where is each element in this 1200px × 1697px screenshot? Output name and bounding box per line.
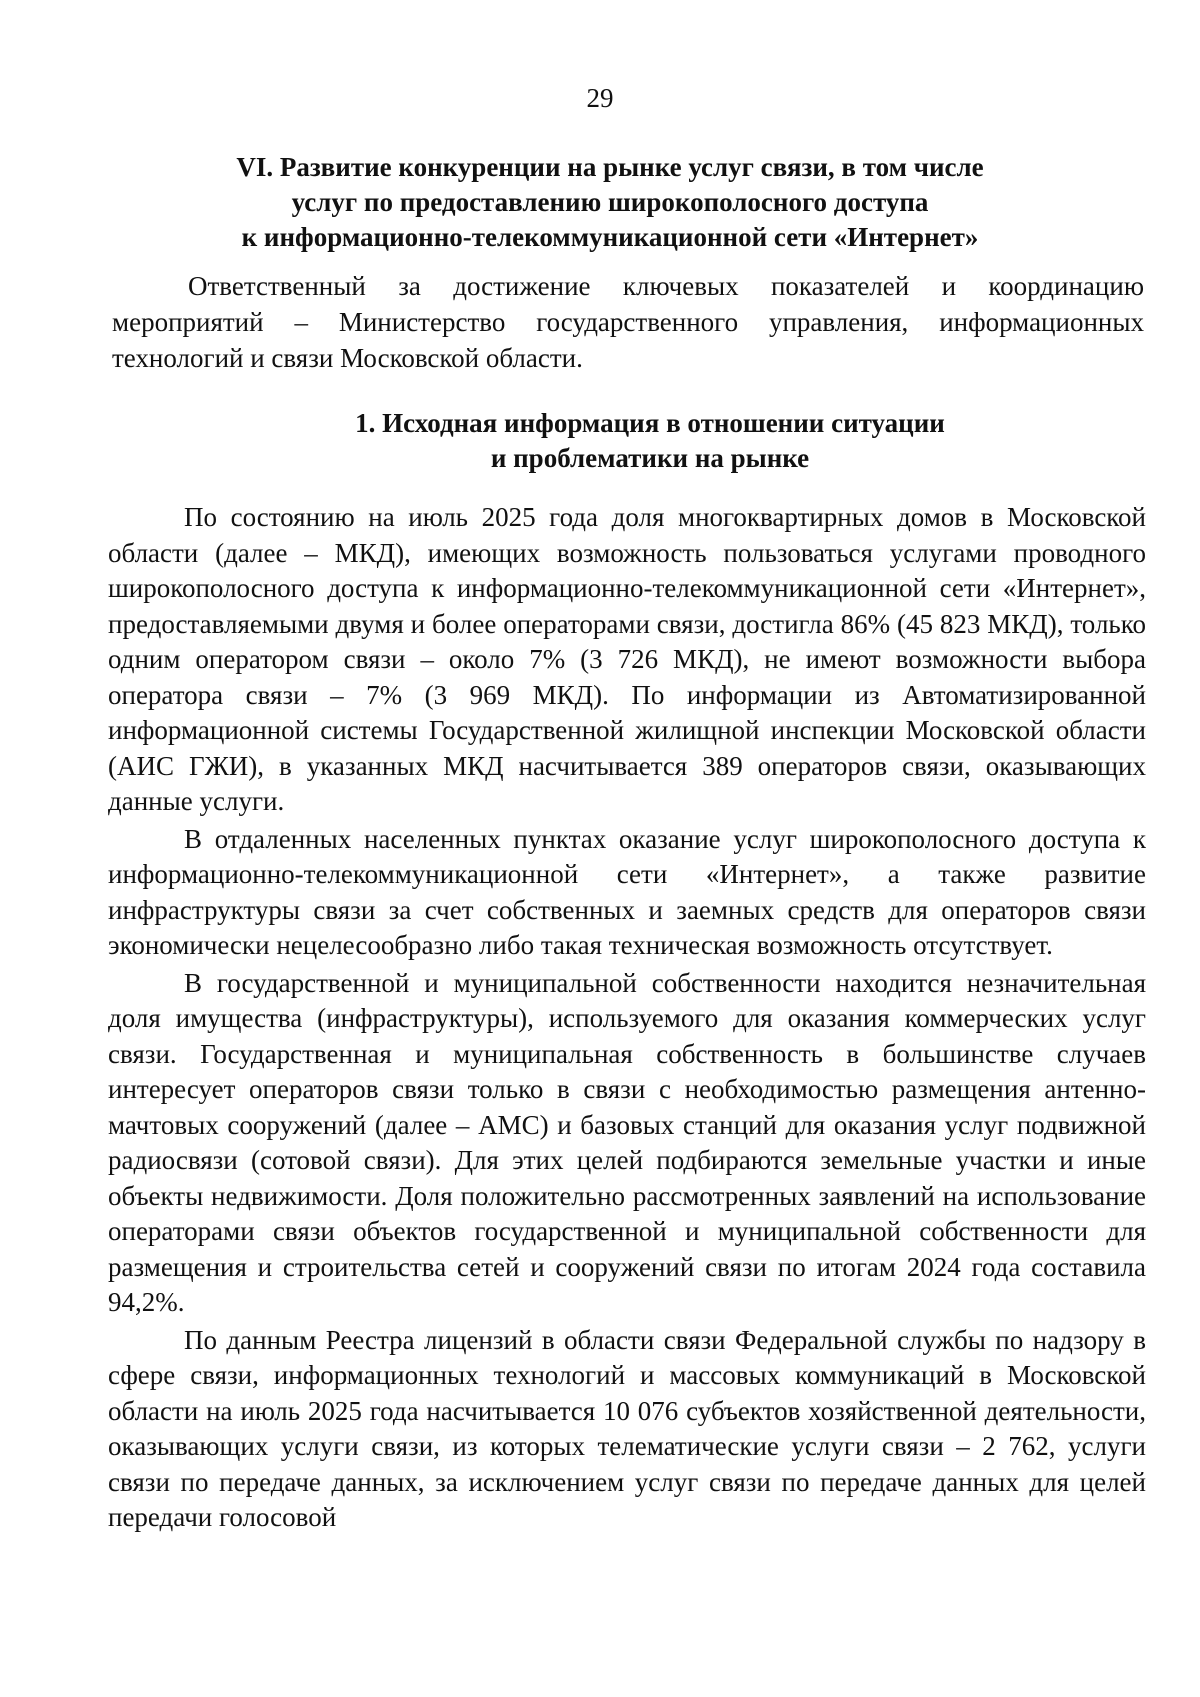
subsection-title-line: 1. Исходная информация в отношении ситуации — [355, 408, 945, 438]
subsection-title-line: и проблематики на рынке — [490, 443, 810, 473]
section-title — [160, 150, 1060, 255]
section-title-line: к информационно-телекоммуникационной сети «Интернет» — [241, 222, 979, 252]
subsection-title — [200, 406, 1100, 476]
body-paragraph: В государственной и муниципальной собственности находится незначительная доля имущества (инфраструктуры), используемого для оказания коммерческих услуг связи. Государственная и муниципальная собственность в большинстве случаев интересует операторов связи только в связи с необходимостью размещения антенно-мачтовых сооружений (далее – АМС) и базовых станций для оказания услуг подвижной радиосвязи (сотовой связи). Для этих целей подбираются земельные участки и иные объекты недвижимости. Доля положительно рассмотренных заявлений на использование операторами связи объектов государственной и муниципальной собственности для размещения и строительства сетей и сооружений связи по итогам 2024 года составила 94,2%. — [108, 967, 1146, 1317]
section-title-line: VI. Развитие конкуренции на рынке услуг связи, в том числе — [236, 152, 984, 182]
body-paragraph: В отдаленных населенных пунктах оказание услуг широкополосного доступа к информационно-телекоммуникационной сети «Интернет», а также развитие инфраструктуры связи за счет собственных и заемных средств для операторов связи экономически нецелесообразно либо такая техническая возможность отсутствует. — [108, 823, 1146, 960]
responsible-paragraph: Ответственный за достижение ключевых показателей и координацию мероприятий – Министерство государственного управления, информационных технологий и связи Московской области. — [112, 271, 1144, 373]
body-paragraph: По состоянию на июль 2025 года доля многоквартирных домов в Московской области (далее – МКД), имеющих возможность пользоваться услугами проводного широкополосного доступа к информационно-телекоммуникационной сети «Интернет», предоставляемыми двумя и более операторами связи, достигла 86% (45 823 МКД), только одним оператором связи – около 7% (3 726 МКД), не имеют возможности выбора оператора связи – 7% (3 969 МКД). По информации из Автоматизированной информационной системы Государственной жилищной инспекции Московской области (АИС ГЖИ), в указанных МКД насчитывается 389 операторов связи, оказывающих данные услуги. — [108, 502, 1146, 816]
body-text — [108, 500, 1146, 1538]
section-title-line: услуг по предоставлению широкополосного доступа — [291, 187, 929, 217]
page-number: 29 — [586, 83, 614, 113]
body-paragraph: По данным Реестра лицензий в области связи Федеральной службы по надзору в сфере связи, информационных технологий и массовых коммуникаций в Московской области на июль 2025 года насчитывается 10 076 субъектов хозяйственной деятельности, оказывающих услуги связи, из которых телематические услуги связи – 2 762, услуги связи по передаче данных, за исключением услуг связи по передаче данных для целей передачи голосовой — [108, 1324, 1146, 1532]
